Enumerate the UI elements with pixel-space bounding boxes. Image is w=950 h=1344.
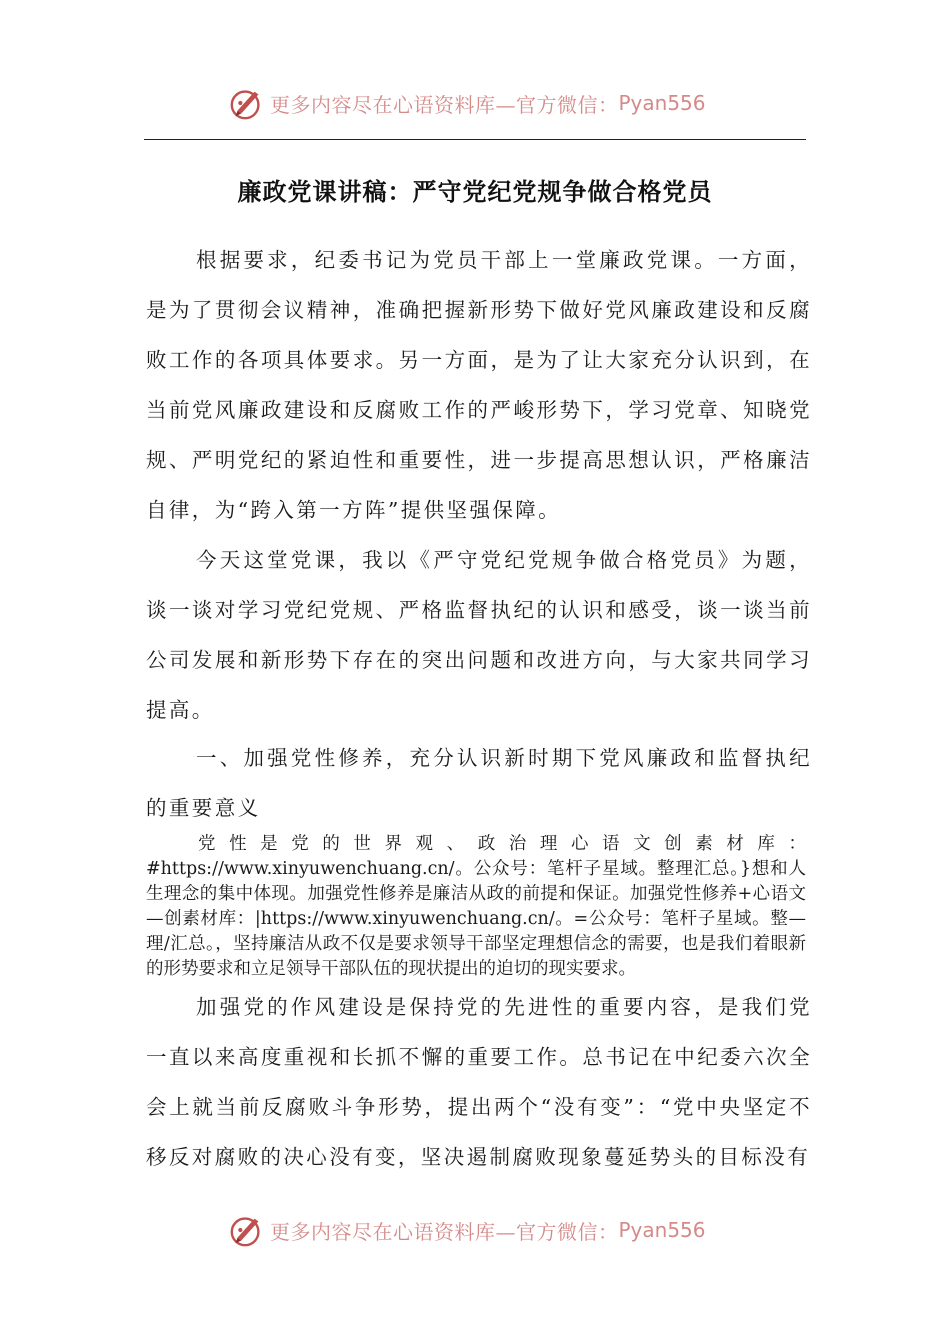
- paragraph-intro: 根据要求，纪委书记为党员干部上一堂廉政党课。一方面，是为了贯彻会议精神，准确把握新形势下做好党风廉政建设和反腐败工作的各项具体要求。另一方面，是为了让大家充分认识到，在当前党风廉政建设和反腐败工作的严峻形势下，学习党章、知晓党规、严明党纪的紧迫性和重要性，进一步提高思想认识，严格廉洁自律，为“跨入第一方阵”提供坚强保障。: [146, 248, 812, 522]
- paragraph-party-spirit: 党性是党的世界观、政治理心语文创素材库：#https://www.xinyuwenchuang.cn/。公众号：笔杆子星域。整理汇总。}想和人生理念的集中体现。加强党性修养是廉洁从政的前提和保证。加强党性修养+心语文—创素材库：|https://www.xinyuwenchuang.cn/。=公众号：笔杆子星域。整—理/汇总。，坚持廉洁从政不仅是要求领导干部坚定理想信念的需要，也是我们着眼新的形势要求和立足领导干部队伍的现状提出的迫切的现实要求。: [146, 834, 806, 979]
- footer-banner: [0, 1210, 950, 1250]
- banner-wechat-handle: Pyan556: [618, 91, 706, 115]
- header-banner: [0, 83, 950, 123]
- paragraph-topic: 今天这堂党课，我以《严守党纪党规争做合格党员》为题，谈一谈对学习党纪党规、严格监督执纪的认识和感受，谈一谈当前公司发展和新形势下存在的突出问题和改进方向，与大家共同学习提高。: [146, 548, 812, 722]
- document-title: 廉政党课讲稿：严守党纪党规争做合格党员: [237, 177, 713, 206]
- banner-wechat-handle: Pyan556: [618, 1218, 706, 1242]
- section-heading-one: 一、加强党性修养，充分认识新时期下党风廉政和监督执纪的重要意义: [146, 746, 812, 820]
- pen-logo-icon: [228, 84, 266, 122]
- banner-text: 更多内容尽在心语资料库—官方微信：: [270, 1219, 619, 1244]
- paragraph-work-style: 加强党的作风建设是保持党的先进性的重要内容，是我们党一直以来高度重视和长抓不懈的重要工作。总书记在中纪委六次全会上就当前反腐败斗争形势，提出两个“没有变”：“党中央坚定不移反对腐败的决心没有变，坚决遏制腐败现象蔓延势头的目标没有: [146, 995, 812, 1169]
- header-banner-content: [228, 83, 706, 123]
- header-divider: [144, 139, 806, 140]
- footer-banner-content: [228, 1210, 706, 1250]
- pen-logo-icon: [228, 1211, 266, 1249]
- banner-text: 更多内容尽在心语资料库—官方微信：: [270, 92, 619, 117]
